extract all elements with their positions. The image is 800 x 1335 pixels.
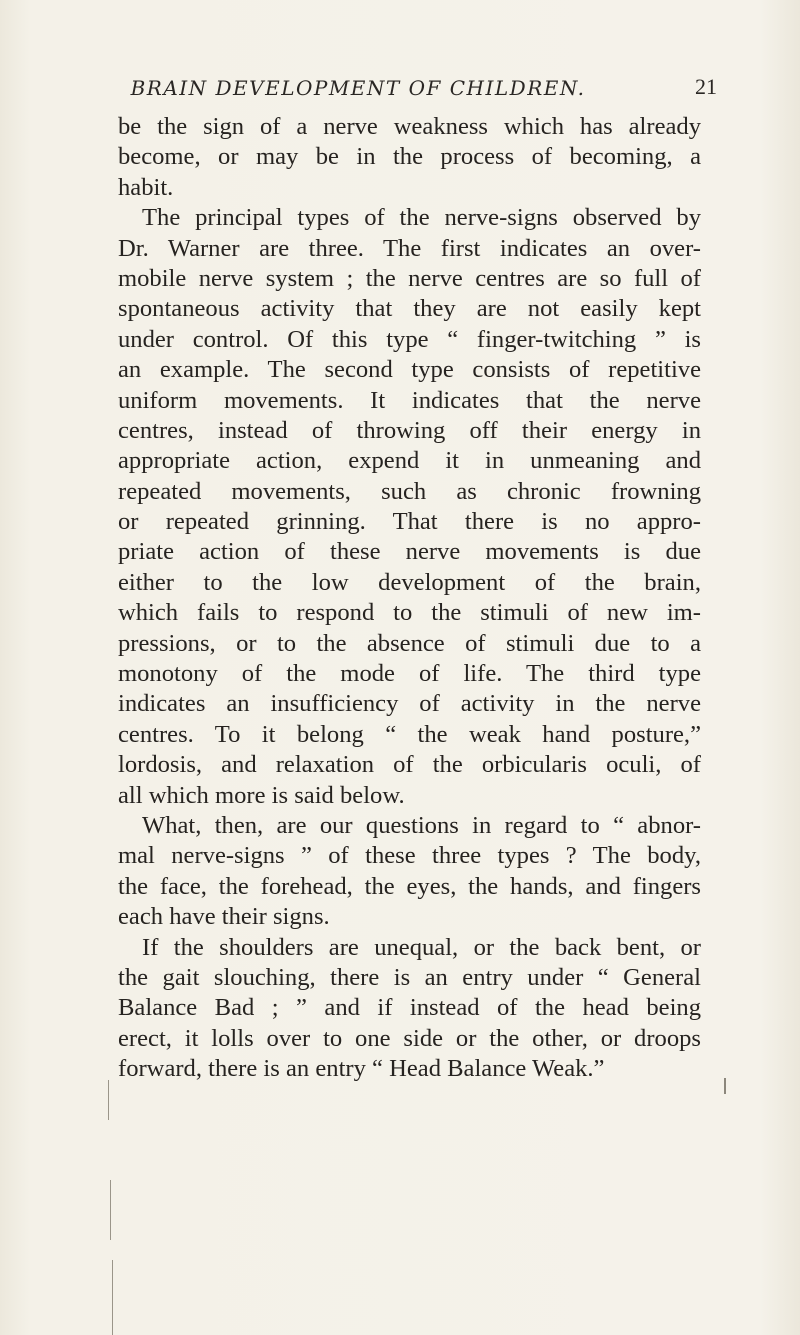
text-line: either to the low development of the brain, bbox=[118, 568, 701, 596]
text-line: What, then, are our questions in regard to “ abnor- bbox=[142, 811, 701, 839]
text-line: appropriate action, expend it in unmeaning and bbox=[118, 447, 701, 475]
text-line: uniform movements. It indicates that the nerve bbox=[118, 386, 701, 414]
text-line: which fails to respond to the stimuli of new im- bbox=[118, 599, 701, 627]
text-line: the face, the forehead, the eyes, the hands, and fingers bbox=[118, 872, 701, 900]
text-line: mal nerve-signs ” of these three types ? The body, bbox=[118, 842, 701, 870]
text-line: monotony of the mode of life. The third type bbox=[118, 660, 701, 688]
text-line: repeated movements, such as chronic frowning bbox=[118, 477, 701, 505]
scan-margin-mark bbox=[108, 1080, 109, 1120]
text-line: indicates an insufficiency of activity in the nerve bbox=[118, 690, 701, 718]
scan-margin-mark bbox=[110, 1180, 111, 1240]
text-line: forward, there is an entry “ Head Balance Weak.” bbox=[118, 1055, 605, 1083]
text-line: all which more is said below. bbox=[118, 781, 405, 809]
text-line: erect, it lolls over to one side or the other, or droops bbox=[118, 1024, 701, 1052]
text-line: If the shoulders are unequal, or the back bent, or bbox=[142, 933, 701, 961]
text-line: priate action of these nerve movements is due bbox=[118, 538, 701, 566]
text-line: Balance Bad ; ” and if instead of the head being bbox=[118, 994, 701, 1022]
text-line: under control. Of this type “ finger-twitching ” is bbox=[118, 325, 701, 353]
scan-margin-mark bbox=[112, 1260, 113, 1335]
page-number: 21 bbox=[695, 74, 717, 99]
scan-speck bbox=[724, 1078, 726, 1094]
text-line: centres, instead of throwing off their energy in bbox=[118, 416, 701, 444]
text-line: mobile nerve system ; the nerve centres are so full of bbox=[118, 264, 701, 292]
text-line: spontaneous activity that they are not easily kept bbox=[118, 295, 701, 323]
text-line: lordosis, and relaxation of the orbicularis oculi, of bbox=[118, 751, 701, 779]
text-line: become, or may be in the process of becoming, a bbox=[118, 143, 701, 171]
text-line: or repeated grinning. That there is no appro- bbox=[118, 508, 701, 536]
text-line: centres. To it belong “ the weak hand posture,” bbox=[118, 720, 701, 748]
body-text bbox=[118, 112, 701, 1085]
text-line: pressions, or to the absence of stimuli due to a bbox=[118, 629, 701, 657]
text-line: an example. The second type consists of repetitive bbox=[118, 356, 701, 384]
running-title: BRAIN DEVELOPMENT OF CHILDREN. bbox=[130, 76, 586, 100]
text-line: be the sign of a nerve weakness which has already bbox=[118, 113, 701, 140]
text-line: Dr. Warner are three. The first indicates an over- bbox=[118, 234, 701, 262]
text-line: The principal types of the nerve-signs observed by bbox=[142, 204, 701, 232]
text-line: the gait slouching, there is an entry under “ General bbox=[118, 963, 701, 991]
text-line: each have their signs. bbox=[118, 903, 330, 931]
text-line: habit. bbox=[118, 173, 174, 201]
